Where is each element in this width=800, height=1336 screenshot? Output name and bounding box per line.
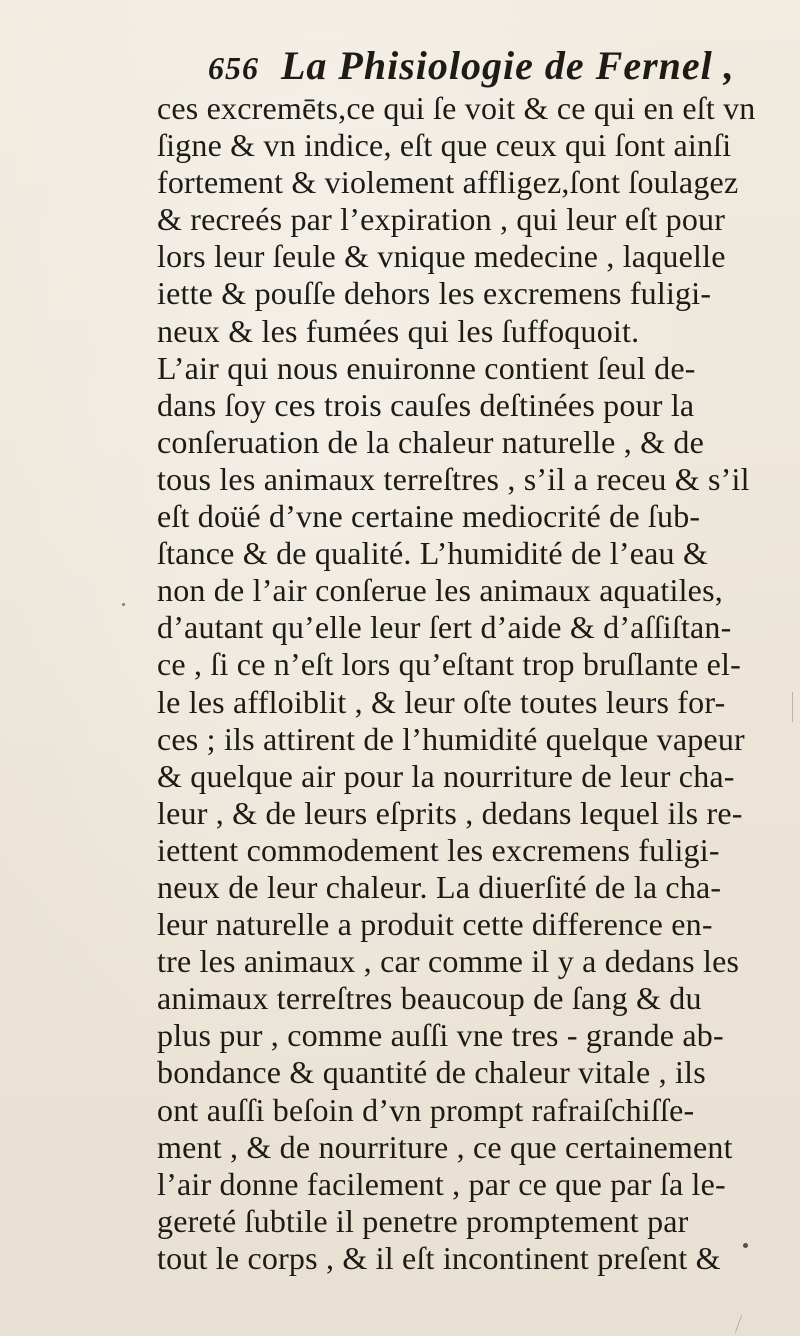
paper-scratch xyxy=(735,1315,742,1332)
text-line: animaux terreſtres beaucoup de ſang & du xyxy=(157,980,702,1017)
text-line: tre les animaux , car comme il y a dedans les xyxy=(157,943,740,980)
text-line: plus pur , comme auſſi vne tres - grande ab- xyxy=(157,1017,724,1054)
text-line: d’autant qu’elle leur ſert d’aide & d’aſſiſtan- xyxy=(157,609,732,646)
text-line: & quelque air pour la nourriture de leur cha- xyxy=(157,757,735,794)
text-line: ſigne & vn indice, eſt que ceux qui ſont ainſi xyxy=(157,127,732,164)
text-line: lors leur ſeule & vnique medecine , laquelle xyxy=(157,238,726,275)
text-line: tous les animaux terreſtres , s’il a receu & s’il xyxy=(157,460,750,497)
text-line: tout le corps , & il eſt incontinent preſent & xyxy=(157,1239,721,1276)
text-line: iettent commodement les excremens fuligi- xyxy=(157,831,720,868)
text-line: conſeruation de la chaleur naturelle , & de xyxy=(157,423,705,460)
text-line: leur naturelle a produit cette difference en- xyxy=(157,906,713,943)
text-line: ce , ſi ce n’eſt lors qu’eſtant trop bruſlante el- xyxy=(157,646,741,683)
text-line: eſt doüé d’vne certaine mediocrité de ſub- xyxy=(157,498,701,535)
text-line: & recreés par l’expiration , qui leur eſt pour xyxy=(157,201,726,238)
text-line: leur , & de leurs eſprits , dedans lequel ils re- xyxy=(157,794,743,831)
text-line: ſtance & de qualité. L’humidité de l’eau & xyxy=(157,535,709,572)
text-line: neux de leur chaleur. La diuerſité de la cha- xyxy=(157,868,722,905)
text-line: gereté ſubtile il penetre promptement par xyxy=(157,1202,689,1239)
text-line: dans ſoy ces trois cauſes deſtinées pour la xyxy=(157,386,695,423)
text-line: ces excremēts,ce qui ſe voit & ce qui en eſt vn xyxy=(157,90,756,126)
paper-speck xyxy=(122,603,125,606)
text-line: neux & les fumées qui les ſuffoquoit. xyxy=(157,312,640,349)
text-line: bondance & quantité de chaleur vitale , ils xyxy=(157,1054,706,1091)
text-line: L’air qui nous enuironne contient ſeul de- xyxy=(157,349,696,386)
text-line: iette & pouſſe dehors les excremens fuligi- xyxy=(157,275,712,312)
text-line: le les affloiblit , & leur oſte toutes leurs for- xyxy=(157,683,726,720)
paper-scratch xyxy=(792,692,793,722)
text-line: non de l’air conſerue les animaux aquatiles, xyxy=(157,572,723,609)
text-line: fortement & violement affligez,ſont ſoulagez xyxy=(157,164,739,201)
text-line: ont auſſi beſoin d’vn prompt rafraiſchiſſe- xyxy=(157,1091,695,1128)
body-text xyxy=(157,90,797,1277)
page-number: 656 xyxy=(208,50,259,86)
text-line: ment , & de nourriture , ce que certainement xyxy=(157,1128,733,1165)
paper-speck xyxy=(743,1243,748,1248)
running-title: La Phisiologie de Fernel , xyxy=(281,43,735,88)
running-header xyxy=(208,42,735,92)
text-line: l’air donne facilement , par ce que par ſa le- xyxy=(157,1165,726,1202)
text-line: ces ; ils attirent de l’humidité quelque vapeur xyxy=(157,720,745,757)
